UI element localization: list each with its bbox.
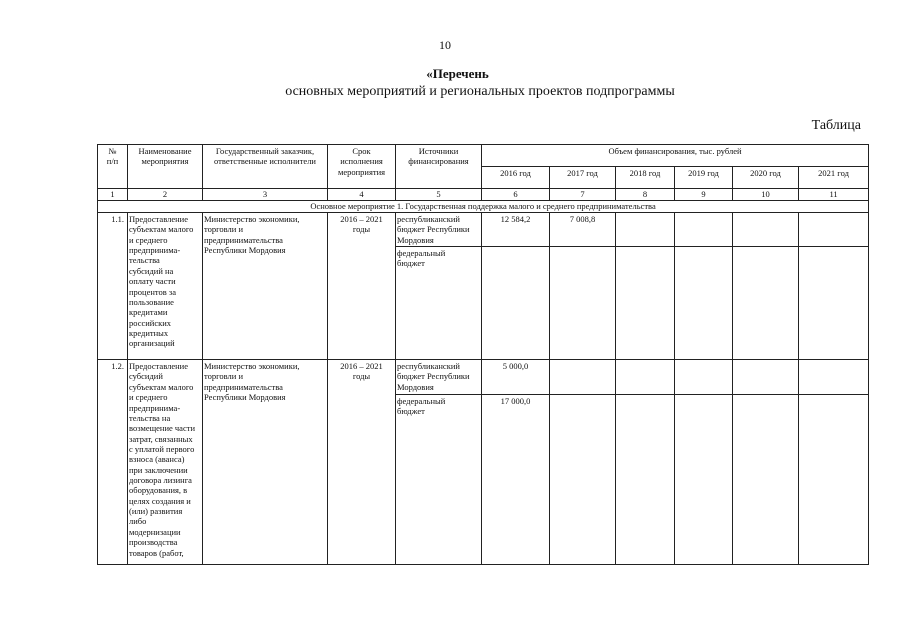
- column-number: 2: [128, 189, 203, 201]
- column-number: 5: [396, 189, 482, 201]
- row-value: [550, 247, 616, 360]
- header-financing: Объем финансирования, тыс. рублей: [482, 145, 869, 167]
- document-title: «Перечень: [426, 66, 489, 81]
- row-customer: Министерство экономики, торговли и предпринимательства Республики Мордовия: [203, 360, 328, 565]
- row-value: [799, 213, 869, 247]
- row-name: Предоставление субсидий субъектам малого и среднего предпринима- тельства на возмещение части затрат, связанных с уплатой первого взноса (аванса) при заключении договора лизинга оборудования, в целях создания и (или) развития либо модернизации производства товаров (работ,: [128, 360, 203, 565]
- row-value: [733, 247, 799, 360]
- row-source: федеральный бюджет: [396, 247, 482, 360]
- table-row: [98, 213, 869, 247]
- column-number: 8: [616, 189, 675, 201]
- header-name: Наименование мероприятия: [128, 145, 203, 189]
- row-value: 12 584,2: [482, 213, 550, 247]
- section-title: Основное мероприятие 1. Государственная поддержка малого и среднего предпринимательства: [98, 201, 869, 213]
- header-num: № п/п: [98, 145, 128, 189]
- header-year: 2018 год: [616, 167, 675, 189]
- row-customer: Министерство экономики, торговли и предпринимательства Республики Мордовия: [203, 213, 328, 360]
- row-value: [550, 360, 616, 395]
- header-sources: Источники финансирования: [396, 145, 482, 189]
- header-year: 2020 год: [733, 167, 799, 189]
- row-value: 5 000,0: [482, 360, 550, 395]
- row-name: Предоставление субъектам малого и среднего предпринима- тельства субсидий на оплату части процентов за пользование кредитами российских кредитных организаций: [128, 213, 203, 360]
- row-value: [799, 247, 869, 360]
- row-value: [733, 213, 799, 247]
- row-value: [675, 360, 733, 395]
- table-row: [98, 360, 869, 395]
- column-number: 9: [675, 189, 733, 201]
- row-value: [799, 360, 869, 395]
- row-value: [675, 395, 733, 565]
- header-customer: Государственный заказчик, ответственные исполнители: [203, 145, 328, 189]
- row-value: [550, 395, 616, 565]
- row-value: [733, 395, 799, 565]
- row-value: [733, 360, 799, 395]
- row-value: [799, 395, 869, 565]
- row-value: [616, 395, 675, 565]
- document-subtitle: основных мероприятий и региональных проектов подпрограммы: [285, 84, 675, 99]
- column-number: 1: [98, 189, 128, 201]
- column-number: 4: [328, 189, 396, 201]
- row-term: 2016 – 2021 годы: [328, 213, 396, 360]
- row-value: [616, 247, 675, 360]
- column-number: 10: [733, 189, 799, 201]
- row-value: [482, 247, 550, 360]
- column-number: 3: [203, 189, 328, 201]
- row-value: 17 000,0: [482, 395, 550, 565]
- row-source: республиканский бюджет Республики Мордовия: [396, 213, 482, 247]
- row-value: 7 008,8: [550, 213, 616, 247]
- row-value: [675, 213, 733, 247]
- activities-table: [97, 144, 869, 565]
- header-year: 2017 год: [550, 167, 616, 189]
- row-value: [616, 213, 675, 247]
- row-source: республиканский бюджет Республики Мордовия: [396, 360, 482, 395]
- column-number: 11: [799, 189, 869, 201]
- header-term: Срок исполнения мероприятия: [328, 145, 396, 189]
- row-num: 1.2.: [98, 360, 128, 565]
- row-num: 1.1.: [98, 213, 128, 360]
- header-year: 2019 год: [675, 167, 733, 189]
- column-number: 6: [482, 189, 550, 201]
- row-term: 2016 – 2021 годы: [328, 360, 396, 565]
- header-year: 2016 год: [482, 167, 550, 189]
- row-value: [616, 360, 675, 395]
- page-number: 10: [439, 38, 451, 52]
- row-value: [675, 247, 733, 360]
- header-year: 2021 год: [799, 167, 869, 189]
- column-number: 7: [550, 189, 616, 201]
- row-source: федеральный бюджет: [396, 395, 482, 565]
- table-label: Таблица: [811, 118, 861, 133]
